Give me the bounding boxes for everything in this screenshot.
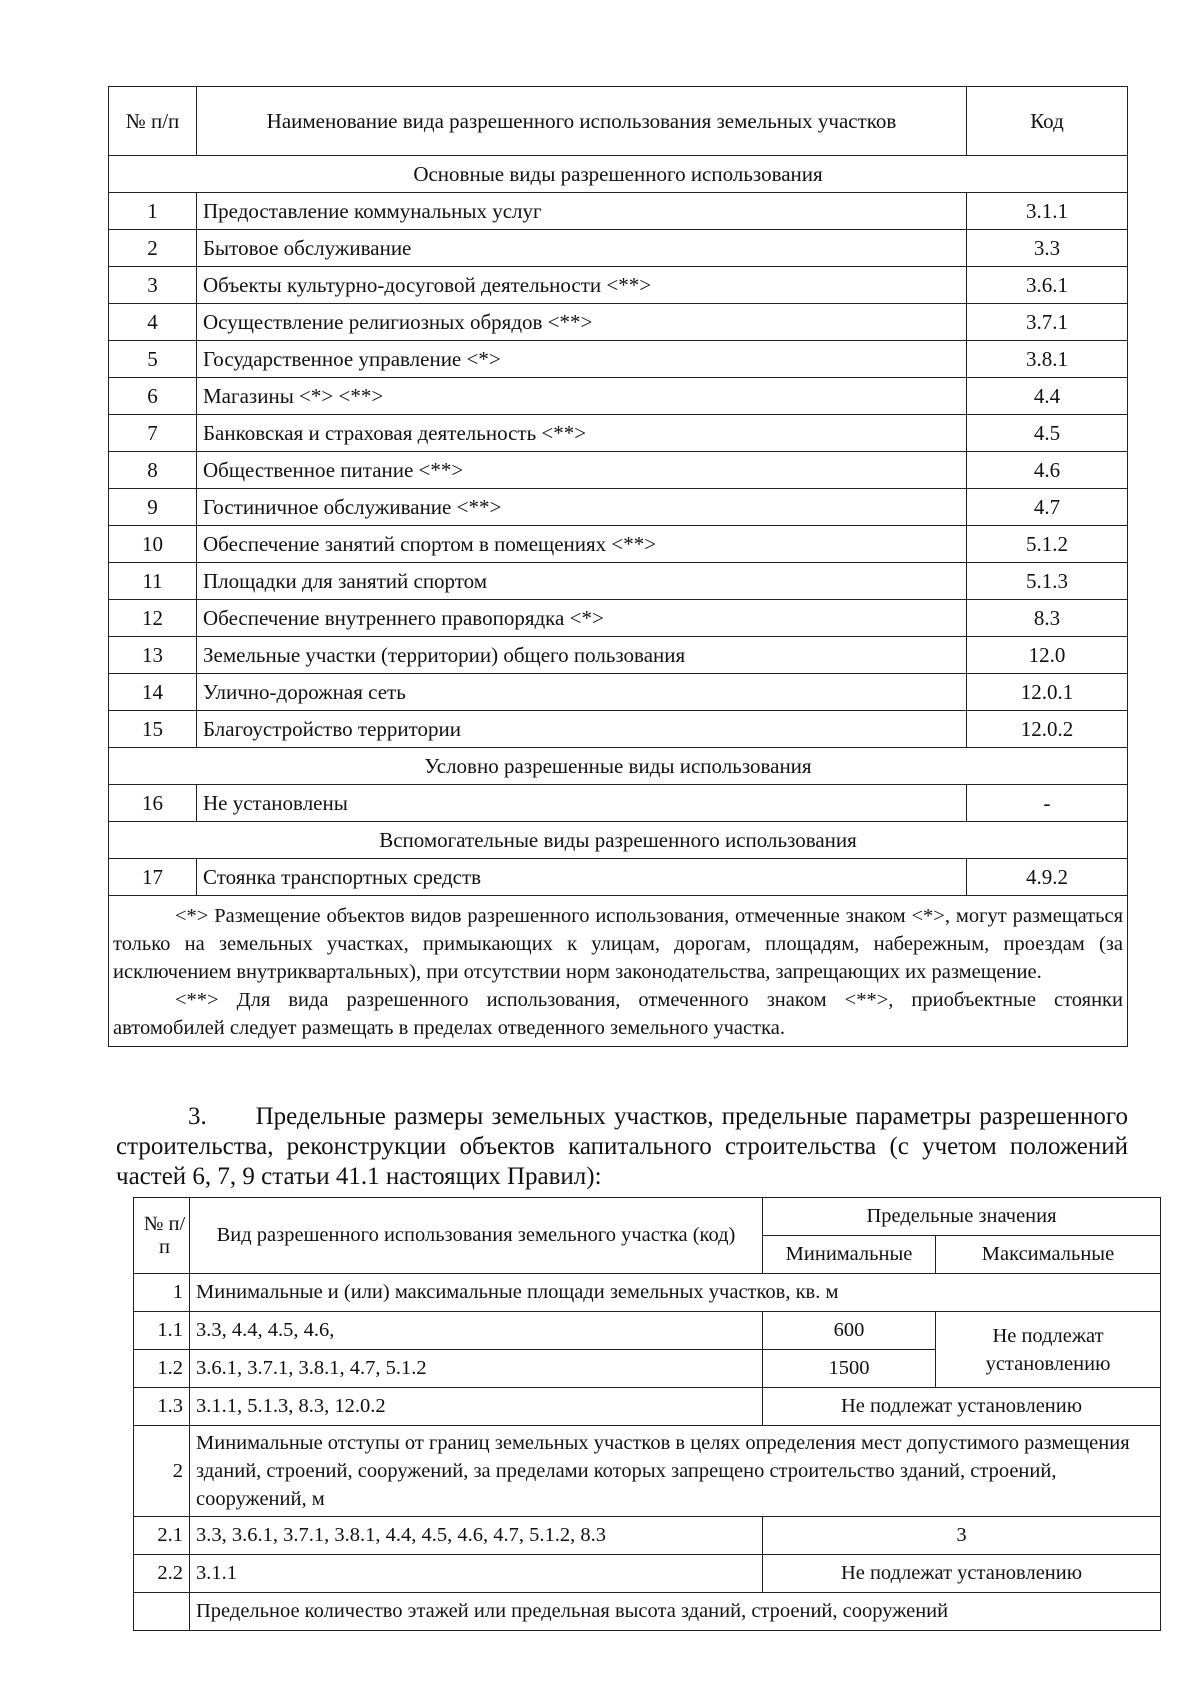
row-name: Земельные участки (территории) общего пользования (197, 637, 967, 674)
table1-tail (109, 748, 1128, 1047)
row-name: Гостиничное обслуживание <**> (197, 489, 967, 526)
header-code: Код (967, 87, 1128, 156)
row-min: 600 (763, 1312, 936, 1350)
row-num: 3 (109, 267, 197, 304)
row-code: 5.1.3 (967, 563, 1128, 600)
table-row (109, 304, 1128, 341)
table-row (109, 193, 1128, 230)
row-name: Улично-дорожная сеть (197, 674, 967, 711)
row-code: - (967, 785, 1128, 822)
table-row (134, 1426, 1161, 1517)
notes-row (109, 896, 1128, 1047)
row-codes: 3.1.1 (190, 1555, 763, 1593)
table-row (109, 489, 1128, 526)
row-num: 2.2 (134, 1555, 190, 1593)
table-row (134, 1555, 1161, 1593)
row-num: 4 (109, 304, 197, 341)
land-use-types-table (108, 86, 1128, 1047)
header-min: Минимальные (763, 1236, 936, 1274)
row-code: 5.1.2 (967, 526, 1128, 563)
row-code: 12.0.2 (967, 711, 1128, 748)
table-row (134, 1274, 1161, 1312)
row-num: 1.2 (134, 1350, 190, 1388)
table-row (109, 452, 1128, 489)
row-num: 10 (109, 526, 197, 563)
table-row (109, 600, 1128, 637)
row-codes: 3.6.1, 3.7.1, 3.8.1, 4.7, 5.1.2 (190, 1350, 763, 1388)
row-num: 1.3 (134, 1388, 190, 1426)
row-code: 4.6 (967, 452, 1128, 489)
row-code: 3.3 (967, 230, 1128, 267)
row-num: 6 (109, 378, 197, 415)
row-name: Объекты культурно-досуговой деятельности <**> (197, 267, 967, 304)
header-name: Наименование вида разрешенного использования земельных участков (197, 87, 967, 156)
row-name: Бытовое обслуживание (197, 230, 967, 267)
row-name: Государственное управление <*> (197, 341, 967, 378)
limits-table (133, 1197, 1161, 1631)
table-row (134, 1593, 1161, 1631)
row-code: 4.4 (967, 378, 1128, 415)
row-code: 8.3 (967, 600, 1128, 637)
table-row (134, 1517, 1161, 1555)
row-name: Обеспечение внутреннего правопорядка <*> (197, 600, 967, 637)
row-num: 11 (109, 563, 197, 600)
row-codes: 3.1.1, 5.1.3, 8.3, 12.0.2 (190, 1388, 763, 1426)
note-double-star: <**> Для вида разрешенного использования, отмеченного знаком <**>, приобъектные стоянки автомобилей следует размещать в пределах отведенного земельного участка. (113, 989, 1123, 1039)
row-num: 5 (109, 341, 197, 378)
table-row (109, 711, 1128, 748)
row-name: Обеспечение занятий спортом в помещениях <**> (197, 526, 967, 563)
table-row (109, 267, 1128, 304)
row-num: 1.1 (134, 1312, 190, 1350)
land-use-types-body (109, 87, 1128, 193)
row-value: Не подлежат установлению (763, 1555, 1161, 1593)
section-row-auxiliary (109, 822, 1128, 859)
row-code: 4.7 (967, 489, 1128, 526)
row-name: Общественное питание <**> (197, 452, 967, 489)
row-codes: 3.3, 3.6.1, 3.7.1, 3.8.1, 4.4, 4.5, 4.6, 4.7, 5.1.2, 8.3 (190, 1517, 763, 1555)
table-row (109, 563, 1128, 600)
row-num: 13 (109, 637, 197, 674)
row-num: 2 (134, 1426, 190, 1517)
row-name: Банковская и страховая деятельность <**> (197, 415, 967, 452)
row-codes: 3.3, 4.4, 4.5, 4.6, (190, 1312, 763, 1350)
row-name: Магазины <*> <**> (197, 378, 967, 415)
row-code: 3.8.1 (967, 341, 1128, 378)
row-num: 2 (109, 230, 197, 267)
section-row-main (109, 156, 1128, 193)
row-num: 12 (109, 600, 197, 637)
main-rows-group (109, 193, 1128, 748)
section-title-conditional: Условно разрешенные виды использования (109, 748, 1128, 785)
section-title-main: Основные виды разрешенного использования (109, 156, 1128, 193)
row-num: 1 (109, 193, 197, 230)
row-code: 3.6.1 (967, 267, 1128, 304)
header-max: Максимальные (936, 1236, 1161, 1274)
header-name: Вид разрешенного использования земельного участка (код) (190, 1198, 763, 1274)
table-row (134, 1388, 1161, 1426)
section-title-auxiliary: Вспомогательные виды разрешенного использования (109, 822, 1128, 859)
row-code: 3.7.1 (967, 304, 1128, 341)
row-text: Минимальные и (или) максимальные площади земельных участков, кв. м (190, 1274, 1161, 1312)
notes-cell (109, 896, 1128, 1047)
row-name: Предоставление коммунальных услуг (197, 193, 967, 230)
row-num: 9 (109, 489, 197, 526)
header-limits: Предельные значения (763, 1198, 1161, 1236)
table-row (109, 637, 1128, 674)
row-num: 1 (134, 1274, 190, 1312)
table-row (134, 1312, 1161, 1350)
paragraph-text: Предельные размеры земельных участков, предельные параметры разрешенного строительства, реконструкции объектов капитального строительства (с учетом положений частей 6, 7, 9 статьи 41.1 настоящих Правил): (116, 1103, 1129, 1190)
row-code: 4.9.2 (967, 859, 1128, 896)
table-row (109, 526, 1128, 563)
row-min: 1500 (763, 1350, 936, 1388)
row-name: Площадки для занятий спортом (197, 563, 967, 600)
row-num: 8 (109, 452, 197, 489)
row-code: 4.5 (967, 415, 1128, 452)
table-row (109, 341, 1128, 378)
row-text: Предельное количество этажей или предельная высота зданий, строений, сооружений (190, 1593, 1161, 1631)
table-row (109, 415, 1128, 452)
row-text: Минимальные отступы от границ земельных участков в целях определения мест допустимого размещения зданий, строений, сооружений, за пределами которых запрещено строительство зданий, строений, сооружений, м (190, 1426, 1161, 1517)
section-3-paragraph (116, 1102, 1128, 1192)
note-single-star: <*> Размещение объектов видов разрешенного использования, отмеченные знаком <*>, могут размещаться только на земельных участках, примыкающих к улицам, дорогам, площадям, набережным, проездам (за исключением внутриквартальных), при отсутствии норм законодательства, запрещающих их размещение. (113, 905, 1123, 983)
row-num: 2.1 (134, 1517, 190, 1555)
limits-header-row-1 (134, 1198, 1161, 1236)
header-num: № п/п (134, 1198, 190, 1274)
paragraph-number: 3. (188, 1103, 207, 1130)
row-code: 12.0.1 (967, 674, 1128, 711)
header-num: № п/п (109, 87, 197, 156)
row-name: Стоянка транспортных средств (197, 859, 967, 896)
section-row-conditional (109, 748, 1128, 785)
row-num: 15 (109, 711, 197, 748)
table-row (109, 230, 1128, 267)
row-value: 3 (763, 1517, 1161, 1555)
row-num: 14 (109, 674, 197, 711)
row-code: 3.1.1 (967, 193, 1128, 230)
row-name: Осуществление религиозных обрядов <**> (197, 304, 967, 341)
row-num: 16 (109, 785, 197, 822)
table-row (109, 378, 1128, 415)
row-name: Благоустройство территории (197, 711, 967, 748)
table-header-row (109, 87, 1128, 156)
row-name: Не установлены (197, 785, 967, 822)
limits-table-body (134, 1198, 1161, 1631)
table-row (109, 674, 1128, 711)
row-max: Не подлежат установлению (936, 1312, 1161, 1388)
row-num: 17 (109, 859, 197, 896)
table-row (109, 859, 1128, 896)
row-code: 12.0 (967, 637, 1128, 674)
row-num: 7 (109, 415, 197, 452)
table-row (109, 785, 1128, 822)
row-num (134, 1593, 190, 1631)
row-value: Не подлежат установлению (763, 1388, 1161, 1426)
